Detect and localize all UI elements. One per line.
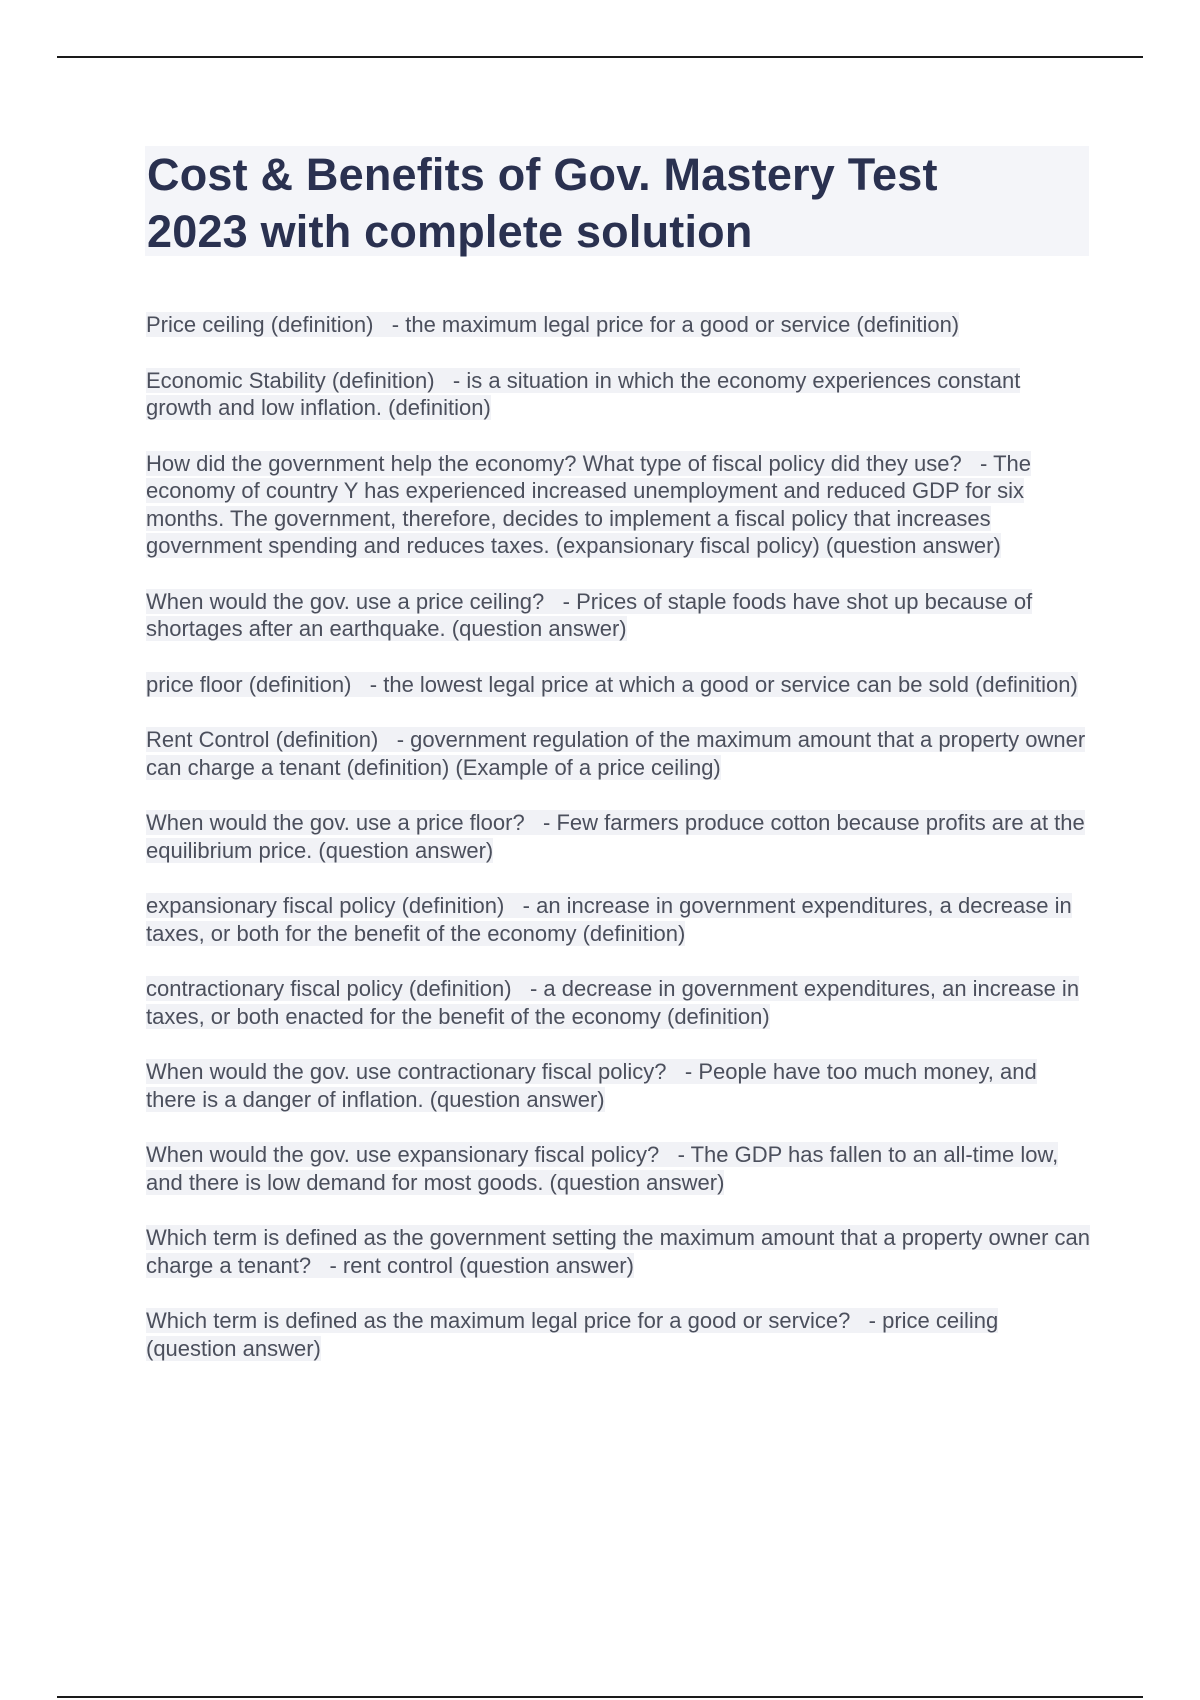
qa-term: price floor (definition): [146, 671, 352, 697]
qa-answer: - the lowest legal price at which a good or service can be sold (definition): [369, 671, 1078, 697]
qa-item: [146, 450, 1091, 560]
qa-answer: - The economy of country Y has experienced increased unemployment and reduced GDP for six months. The government, therefore, decides to implement a fiscal policy that increases government spending and reduces taxes. (expansionary fiscal policy) (question answer): [146, 450, 1031, 558]
qa-answer: - Few farmers produce cotton because profits are at the equilibrium price. (question answer): [146, 810, 1085, 863]
qa-item: [146, 588, 1091, 643]
title-line-1: Cost & Benefits of Gov. Mastery Test: [147, 149, 938, 200]
qa-answer: - People have too much money, and there is a danger of inflation. (question answer): [146, 1059, 1037, 1112]
qa-term: contractionary fiscal policy (definition): [146, 976, 512, 1001]
qa-answer: - The GDP has fallen to an all-time low, and there is low demand for most goods. (question answer): [146, 1142, 1059, 1195]
qa-term: expansionary fiscal policy (definition): [146, 893, 505, 918]
qa-term: When would the gov. use expansionary fiscal policy?: [146, 1142, 660, 1167]
qa-answer: - government regulation of the maximum amount that a property owner can charge a tenant (definition) (Example of a price ceiling): [146, 727, 1086, 780]
qa-term: Rent Control (definition): [146, 727, 379, 752]
qa-answer: - Prices of staple foods have shot up because of shortages after an earthquake. (question answer): [146, 588, 1033, 641]
qa-term: Which term is defined as the maximum legal price for a good or service?: [146, 1308, 851, 1333]
qa-term: When would the gov. use a price floor?: [146, 810, 525, 835]
qa-answer: - price ceiling (question answer): [146, 1308, 999, 1361]
title-block: [145, 146, 1089, 256]
title-line-2: 2023 with complete solution: [147, 206, 753, 257]
qa-item: [146, 809, 1091, 864]
document-title: [145, 146, 1089, 260]
qa-term: How did the government help the economy? What type of fiscal policy did they use?: [146, 450, 962, 476]
qa-answer: - rent control (question answer): [329, 1252, 634, 1278]
qa-item: [146, 1224, 1091, 1279]
qa-term: When would the gov. use contractionary fiscal policy?: [146, 1059, 667, 1084]
qa-term: Economic Stability (definition): [146, 367, 435, 393]
qa-answer: - a decrease in government expenditures, an increase in taxes, or both enacted for the benefit of the economy (definition): [146, 976, 1080, 1029]
bottom-rule: [57, 1696, 1143, 1698]
qa-item: [146, 726, 1091, 781]
qa-term: Price ceiling (definition): [146, 312, 374, 337]
qa-term: Which term is defined as the government setting the maximum amount that a property owner can charge a tenant?: [146, 1225, 1091, 1278]
top-rule: [57, 56, 1143, 58]
qa-item: [146, 1307, 1091, 1362]
qa-item: [146, 892, 1091, 947]
qa-item: [146, 1141, 1091, 1196]
qa-item: [146, 975, 1091, 1030]
qa-answer: - an increase in government expenditures, a decrease in taxes, or both for the benefit of the economy (definition): [146, 893, 1072, 946]
qa-term: When would the gov. use a price ceiling?: [146, 588, 545, 614]
qa-answer: - is a situation in which the economy experiences constant growth and low inflation. (definition): [146, 367, 1021, 420]
qa-item: [146, 671, 1091, 699]
qa-item: [146, 311, 1091, 339]
qa-answer: - the maximum legal price for a good or service (definition): [391, 312, 960, 337]
qa-list: [146, 311, 1091, 1362]
qa-item: [146, 1058, 1091, 1113]
qa-item: [146, 367, 1091, 422]
